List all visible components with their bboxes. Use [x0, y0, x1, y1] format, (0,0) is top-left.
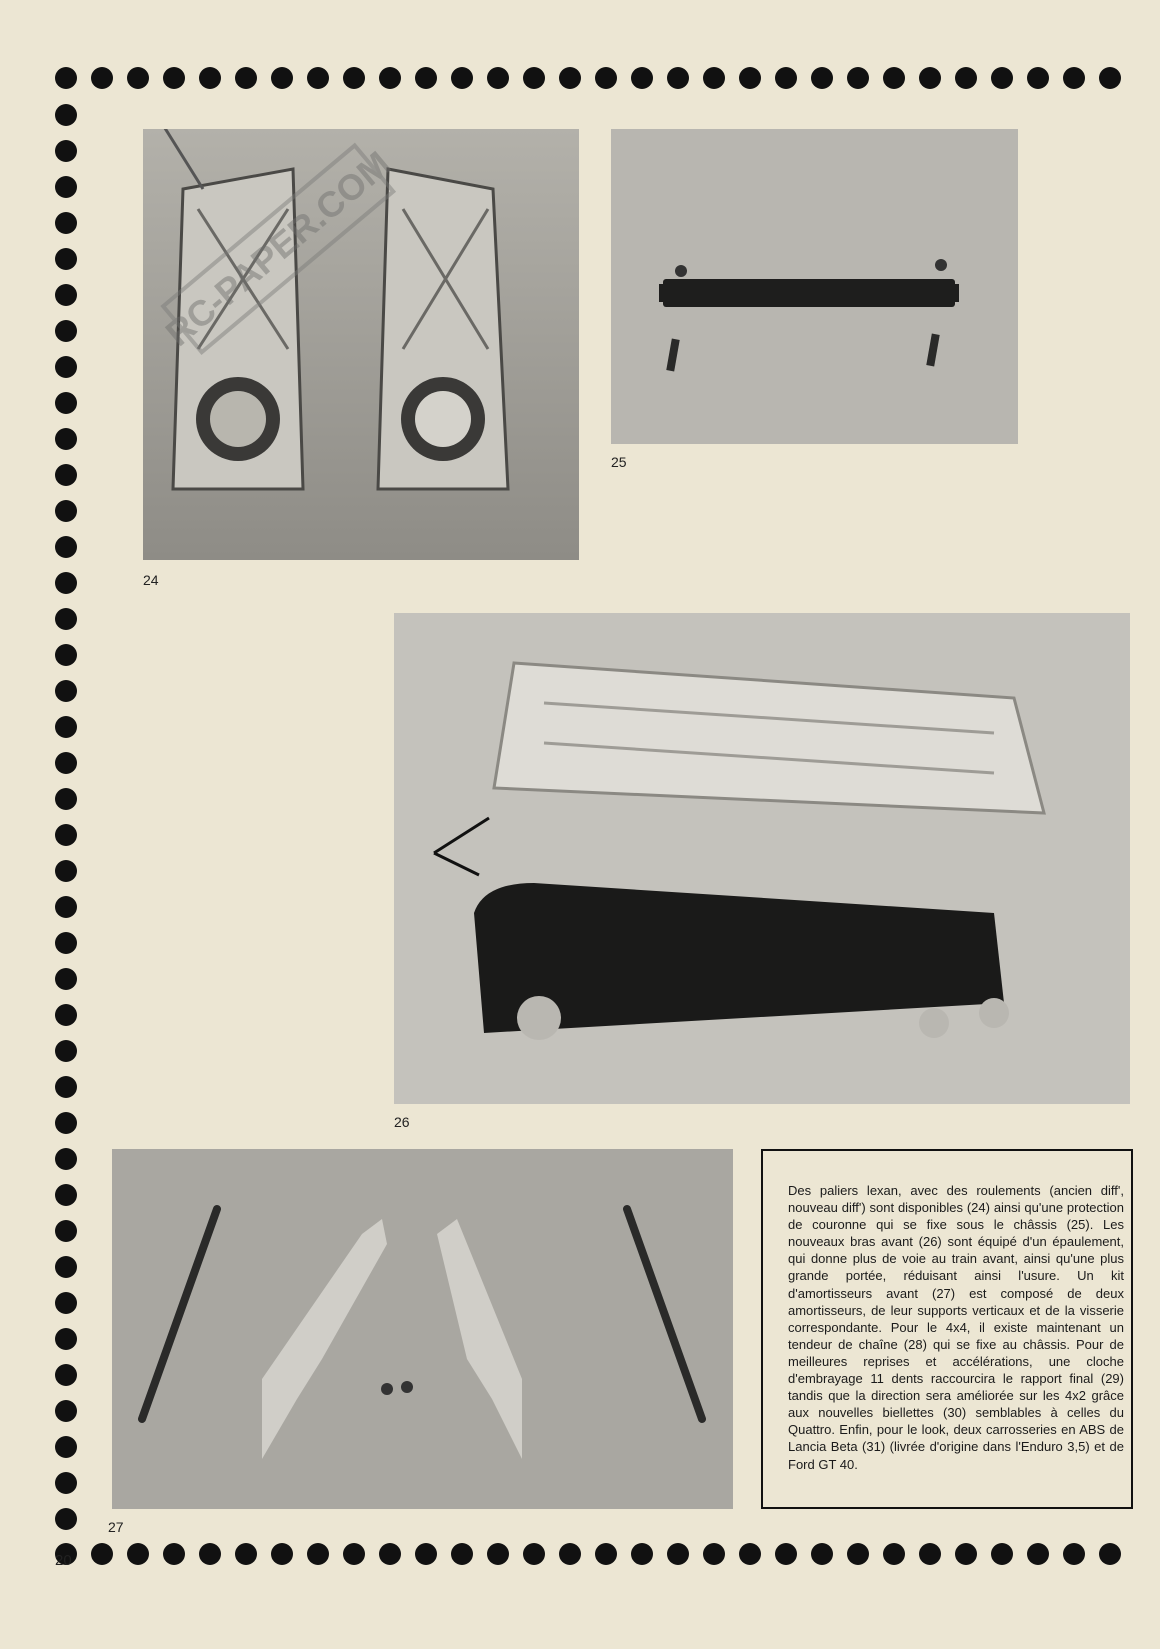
border-dot: [1027, 1543, 1049, 1565]
border-dot: [55, 320, 77, 342]
border-dot: [55, 428, 77, 450]
border-dot: [559, 67, 581, 89]
border-dot: [55, 1076, 77, 1098]
border-dot: [667, 67, 689, 89]
border-dot: [55, 1400, 77, 1422]
border-dot: [991, 67, 1013, 89]
border-dot: [1063, 67, 1085, 89]
photo-27: [112, 1149, 733, 1509]
border-dot: [55, 824, 77, 846]
article-box: [761, 1149, 1133, 1509]
border-dot: [55, 1184, 77, 1206]
border-dot: [55, 500, 77, 522]
border-dot: [55, 464, 77, 486]
border-dot: [415, 67, 437, 89]
border-dot: [55, 536, 77, 558]
border-dot: [739, 1543, 761, 1565]
border-dot: [55, 1256, 77, 1278]
border-dot: [55, 392, 77, 414]
watermark-text: RC-PAPER.COM: [157, 142, 399, 354]
border-dot: [127, 1543, 149, 1565]
border-dot: [55, 968, 77, 990]
border-dot: [775, 67, 797, 89]
border-dot: [487, 67, 509, 89]
border-dot: [55, 1148, 77, 1170]
border-dot: [55, 1004, 77, 1026]
border-dot: [55, 896, 77, 918]
figure-caption-27: 27: [108, 1519, 124, 1535]
border-dot: [55, 104, 77, 126]
border-dot: [559, 1543, 581, 1565]
photo-25: [611, 129, 1018, 444]
border-dot: [739, 67, 761, 89]
border-dot: [595, 1543, 617, 1565]
border-dot: [55, 716, 77, 738]
border-dot: [55, 140, 77, 162]
border-dot: [811, 67, 833, 89]
border-dot: [523, 67, 545, 89]
border-dot: [55, 680, 77, 702]
border-dot: [523, 1543, 545, 1565]
border-dot: [199, 1543, 221, 1565]
border-dot: [955, 67, 977, 89]
front-arms-image: [394, 613, 1130, 1104]
border-dot: [55, 356, 77, 378]
border-dot: [343, 1543, 365, 1565]
border-dot: [667, 1543, 689, 1565]
border-dot: [1027, 67, 1049, 89]
border-dot: [955, 1543, 977, 1565]
border-dot: [811, 1543, 833, 1565]
border-dot: [55, 860, 77, 882]
border-dot: [883, 67, 905, 89]
border-dot: [55, 1112, 77, 1134]
border-dot: [55, 752, 77, 774]
border-dot: [55, 1436, 77, 1458]
border-dot: [307, 1543, 329, 1565]
border-dot: [631, 67, 653, 89]
border-dot: [919, 67, 941, 89]
border-dot: [55, 284, 77, 306]
border-dot: [1063, 1543, 1085, 1565]
border-dot: [379, 67, 401, 89]
border-dot: [55, 932, 77, 954]
border-dot: [775, 1543, 797, 1565]
border-dot: [163, 1543, 185, 1565]
border-dot: [55, 1040, 77, 1062]
border-dot: [55, 1508, 77, 1530]
border-dot: [883, 1543, 905, 1565]
border-dot: [235, 1543, 257, 1565]
border-dot: [919, 1543, 941, 1565]
border-dot: [415, 1543, 437, 1565]
border-dot: [451, 1543, 473, 1565]
border-dot: [379, 1543, 401, 1565]
border-dot: [271, 1543, 293, 1565]
photo-26: [394, 613, 1130, 1104]
border-dot: [55, 1472, 77, 1494]
border-dot: [55, 572, 77, 594]
border-dot: [91, 67, 113, 89]
border-dot: [55, 1364, 77, 1386]
border-dot: [91, 1543, 113, 1565]
shock-absorber-kit-image: [112, 1149, 733, 1509]
border-dot: [991, 1543, 1013, 1565]
border-dot: [1099, 1543, 1121, 1565]
page-number: 20: [55, 1552, 72, 1569]
border-dot: [451, 67, 473, 89]
border-dot: [55, 608, 77, 630]
border-dot: [595, 67, 617, 89]
figure-caption-24: 24: [143, 572, 159, 588]
border-dot: [55, 1328, 77, 1350]
border-dot: [55, 67, 77, 89]
border-dot: [847, 1543, 869, 1565]
figure-caption-25: 25: [611, 454, 627, 470]
border-dot: [55, 644, 77, 666]
border-dot: [1099, 67, 1121, 89]
border-dot: [631, 1543, 653, 1565]
border-dot: [847, 67, 869, 89]
border-dot: [55, 788, 77, 810]
border-dot: [487, 1543, 509, 1565]
article-body: Des paliers lexan, avec des roulements (ancien diff', nouveau diff') sont disponibles (24) ainsi qu'une protection de couronne qui se fixe sous le châssis (25). Les nouveaux bras avant (26) sont équipé d'un épaulement, qui donne plus de voie au train avant, ainsi qu'une plus grande portée, réduisant ainsi l'usure. Un kit d'amortisseurs avant (27) est composé de deux amortisseurs, de leur supports verticaux et de la visserie correspondante. Pour le 4x4, il existe maintenant un tendeur de chaîne (28) qui se fixe au châssis. Pour de meilleures reprises et accélérations, une cloche d'embrayage 11 dents raccourcira le rapport final (29) tandis que la direction sera améliorée sur les 4x2 grâce aux nouvelles biellettes (30) semblables à celles du Quattro. Enfin, pour le look, deux carrosseries en ABS de Lancia Beta (31) (livrée d'origine dans l'Enduro 3,5) et de Ford GT 40.: [788, 1183, 1124, 1472]
figure-caption-26: 26: [394, 1114, 410, 1130]
border-dot: [55, 176, 77, 198]
border-dot: [55, 1220, 77, 1242]
border-dot: [163, 67, 185, 89]
crown-protector-image: [611, 129, 1018, 444]
border-dot: [703, 67, 725, 89]
border-dot: [703, 1543, 725, 1565]
border-dot: [55, 1292, 77, 1314]
border-dot: [127, 67, 149, 89]
